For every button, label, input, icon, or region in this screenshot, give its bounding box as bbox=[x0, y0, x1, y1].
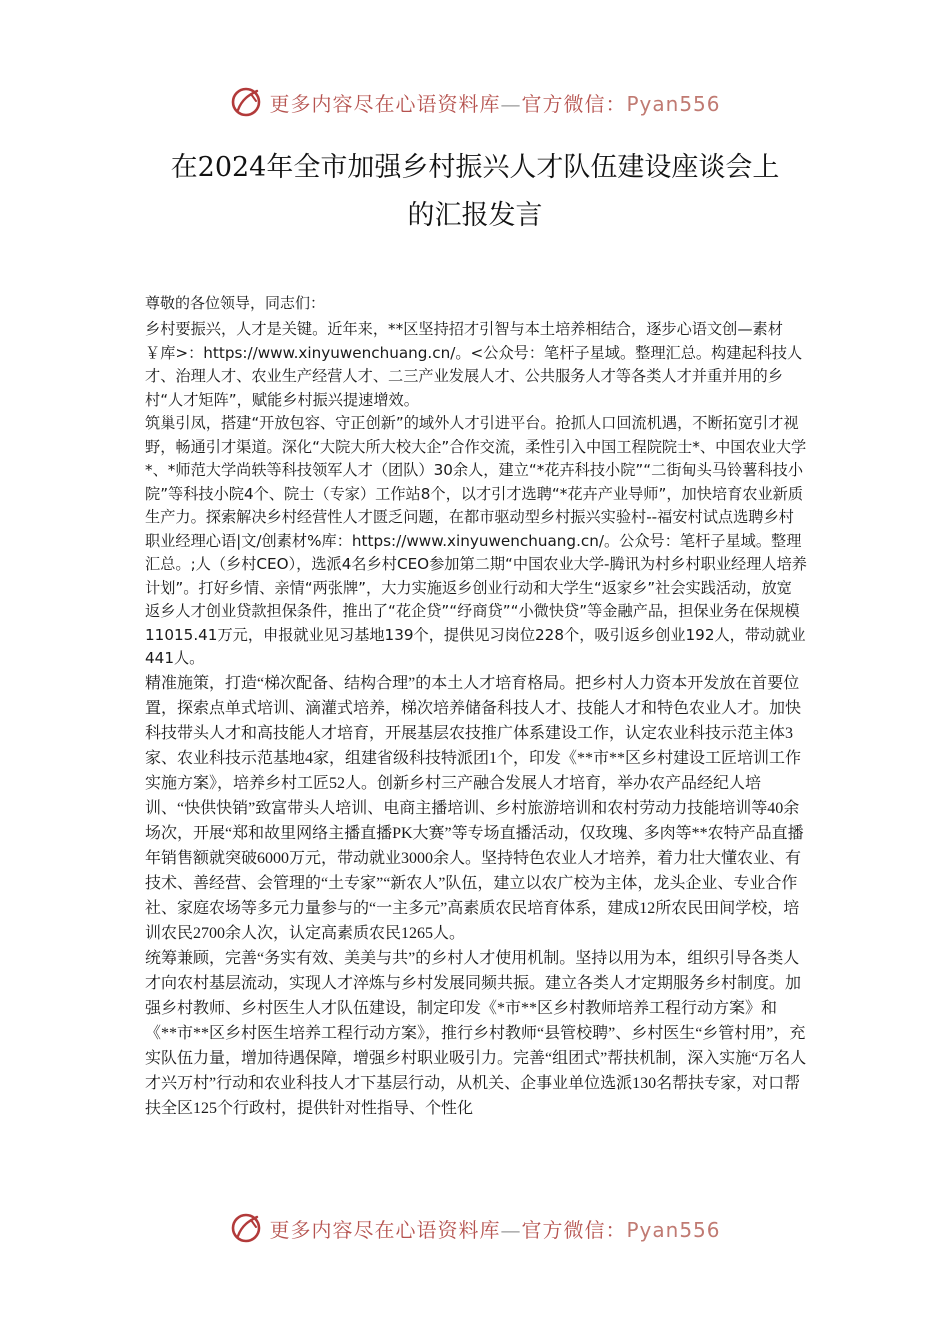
title-line-2: 的汇报发言 bbox=[407, 200, 543, 231]
document-body bbox=[145, 292, 807, 1121]
footer-watermark-banner bbox=[0, 1208, 950, 1248]
paragraph-talent-utilization: 统筹兼顾，完善“务实有效、美美与共”的乡村人才使用机制。坚持以用为本，组织引导各类人才向农村基层流动，实现人才淬炼与乡村发展同频共振。建立各类人才定期服务乡村制度。加强乡村教师、乡村医生人才队伍建设，制定印发《*市**区乡村教师培养工程行动方案》和《**市**区乡村医生培养工程行动方案》，推行乡村教师“县管校聘”、乡村医生“乡管村用”，充实队伍力量，增加待遇保障，增强乡村职业吸引力。完善“组团式”帮扶机制，深入实施“万名人才兴万村”行动和农业科技人才下基层行动，从机关、企事业单位选派130名帮扶专家，对口帮扶全区125个行政村，提供针对性指导、个性化 bbox=[145, 949, 807, 1117]
header-watermark-banner bbox=[0, 82, 950, 122]
paragraph-talent-cultivation: 精准施策，打造“梯次配备、结构合理”的本土人才培育格局。把乡村人力资本开发放在首要位置，探索点单式培训、滴灌式培养，梯次培养储备科技人才、技能人才和特色农业人才。加快科技带头人才和高技能人才培育，开展基层农技推广体系建设工作，认定农业科技示范主体3家、农业科技示范基地4家，组建省级科技特派团1个，印发《**市**区乡村建设工匠培训工作实施方案》，培养乡村工匠52人。创新乡村三产融合发展人才培育，举办农产品经纪人培训、“快供快销”致富带头人培训、电商主播培训、乡村旅游培训和农村劳动力技能培训等40余场次，开展“郑和故里网络主播直播PK大赛”等专场直播活动，仅玫瑰、多肉等**农特产品直播年销售额就突破6000万元，带动就业3000余人。坚持特色农业人才培养，着力壮大懂农业、有技术、善经营、会管理的“土专家”“新农人”队伍，建立以农广校为主体，龙头企业、专业合作社、家庭农场等多元力量参与的“一主多元”高素质农民培育体系，建成12所农民田间学校，培训农民2700余人次，认定高素质农民1265人。 bbox=[145, 674, 804, 942]
footer-brand-text bbox=[269, 1214, 720, 1243]
footer-wechat-label: 官方微信： bbox=[521, 1217, 627, 1242]
header-wechat-label: 官方微信： bbox=[521, 91, 627, 116]
footer-wechat-id: Pyan556 bbox=[626, 1217, 721, 1242]
greeting: 尊敬的各位领导，同志们： bbox=[145, 296, 326, 312]
header-wechat-id: Pyan556 bbox=[626, 91, 721, 116]
header-brand: 更多内容尽在心语资料库 bbox=[269, 91, 501, 116]
paragraph-talent-introduction: 筑巢引凤，搭建“开放包容、守正创新”的域外人才引进平台。抢抓人口回流机遇，不断拓宽引才视野，畅通引才渠道。深化“大院大所大校大企”合作交流，柔性引入中国工程院院士*、中国农业大学*、*师范大学尚轶等科技领军人才（团队）30余人，建立“*花卉科技小院”“二街甸头马铃薯科技小院”等科技小院4个、院士（专家）工作站8个，以才引才选聘“*花卉产业导师”，加快培育农业新质生产力。探索解决乡村经营性人才匮乏问题，在都市驱动型乡村振兴实验村--福安村试点选聘乡村职业经理心语|文/创素材%库：https://www.xinyuwenchuang.cn/。公众号：笔杆子星域。整理汇总。;人（乡村CEO），选派4名乡村CEO参加第二期“中国农业大学-腾讯为村乡村职业经理人培养计划”。打好乡情、亲情“两张牌”，大力实施返乡创业行动和大学生“返家乡”社会实践活动，放宽返乡人才创业贷款担保条件，推出了“花企贷”“纾商贷”“小微快贷”等金融产品，担保业务在保规模11015.41万元，申报就业见习基地139个，提供见习岗位228个，吸引返乡创业192人，带动就业441人。 bbox=[145, 414, 807, 667]
paragraph-intro: 乡村要振兴，人才是关键。近年来，**区坚持招才引智与本土培养相结合，逐步心语文创—素材￥库>：https://www.xinyuwenchuang.cn/。<公众号：笔杆子星域。整理汇总。构建起科技人才、治理人才、农业生产经营人才、二三产业发展人才、公共服务人才等各类人才并重并用的乡村“人才矩阵”，赋能乡村振兴提速增效。 bbox=[145, 320, 803, 409]
brand-logo-icon bbox=[229, 85, 263, 119]
title-line-1: 在2024年全市加强乡村振兴人才队伍建设座谈会上 bbox=[170, 152, 780, 183]
brand-logo-icon bbox=[229, 1211, 263, 1245]
document-title bbox=[130, 144, 820, 240]
header-brand-text bbox=[269, 88, 720, 117]
footer-brand: 更多内容尽在心语资料库 bbox=[269, 1217, 501, 1242]
footer-separator: — bbox=[500, 1217, 522, 1242]
header-separator: — bbox=[500, 91, 522, 116]
